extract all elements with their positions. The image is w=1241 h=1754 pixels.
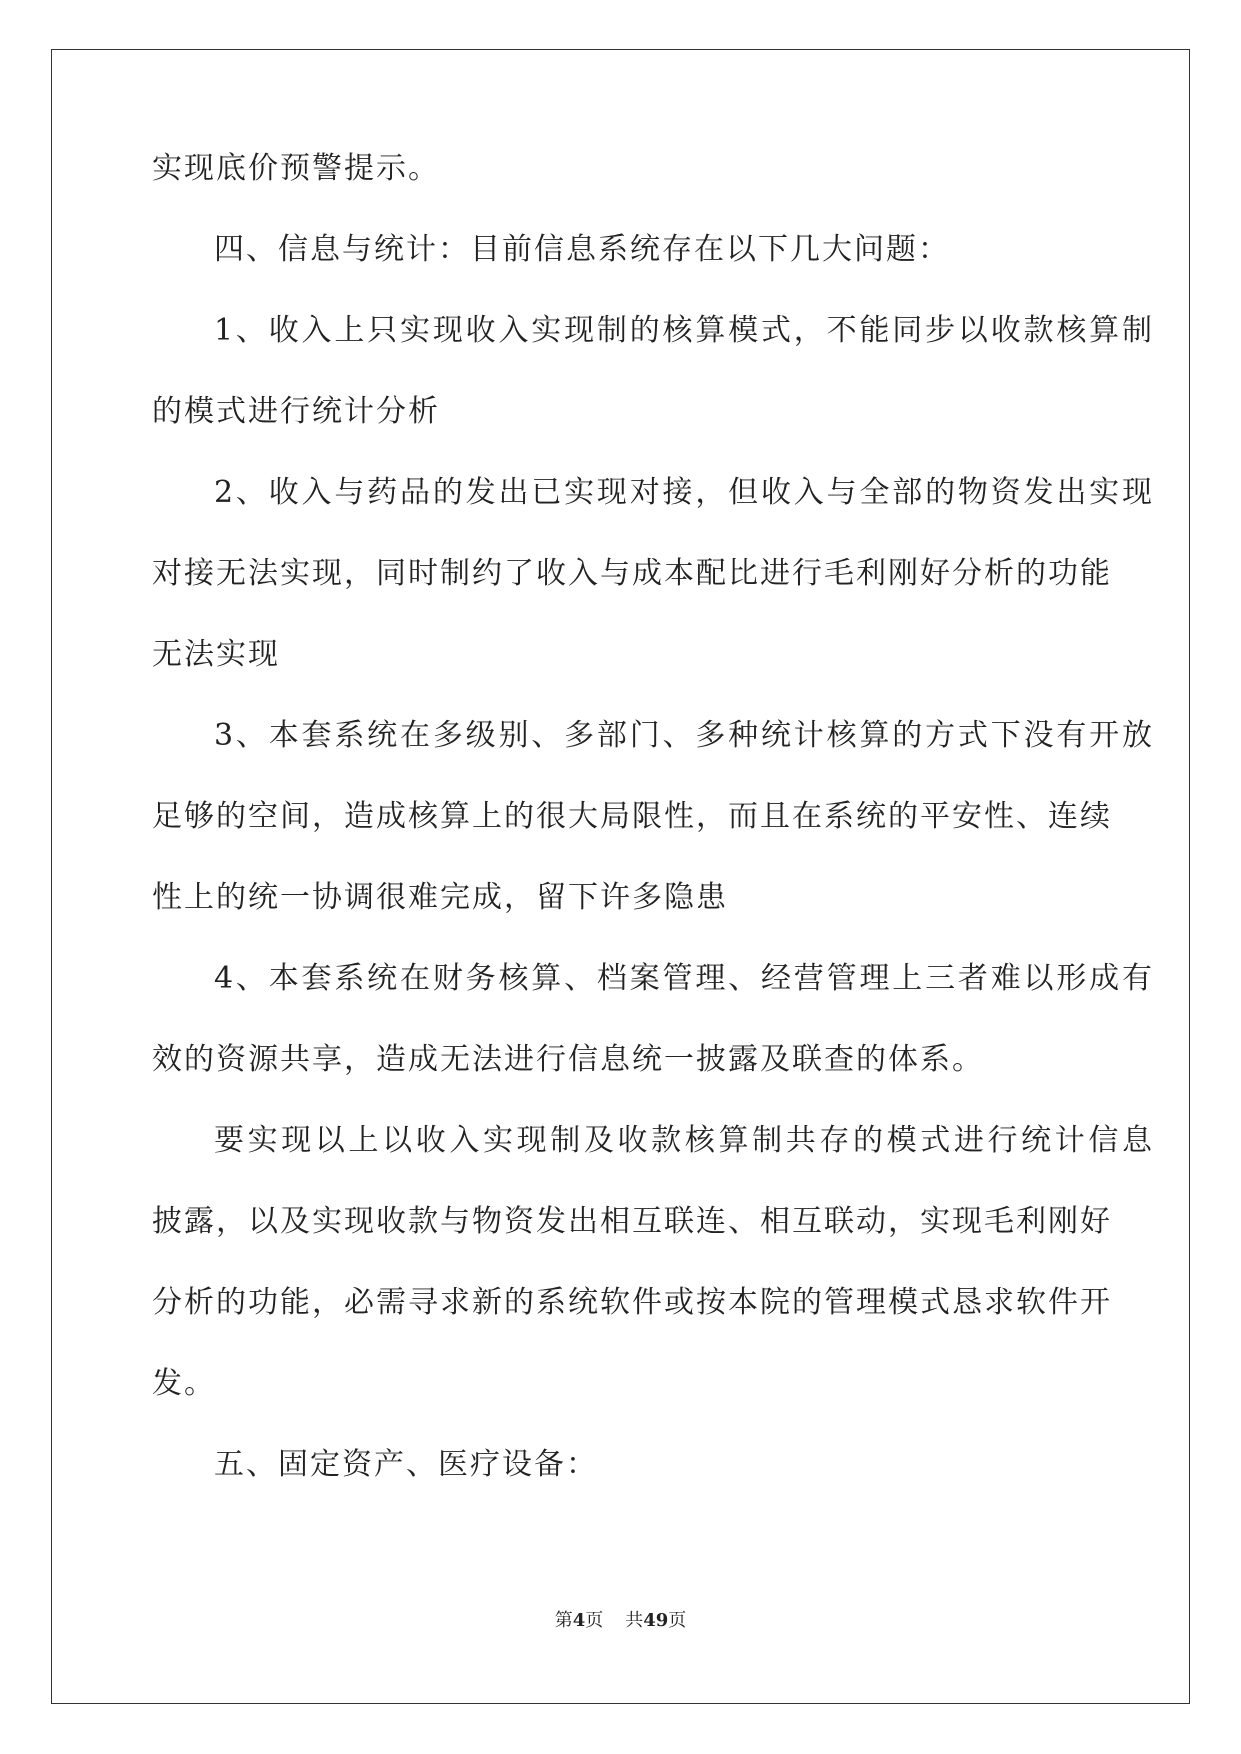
paragraph-line: 分析的功能，必需寻求新的系统软件或按本院的管理模式恳求软件开 (152, 1285, 1112, 1320)
section-heading: 五、固定资产、医疗设备： (214, 1447, 598, 1482)
paragraph-line: 的模式进行统计分析 (152, 394, 440, 429)
paragraph-line: 3、本套系统在多级别、多部门、多种统计核算的方式下没有开放 (214, 718, 1154, 753)
footer-total-prefix: 共 (625, 1610, 644, 1631)
page-number: 4 (572, 1610, 586, 1631)
paragraph-line: 4、本套系统在财务核算、档案管理、经营管理上三者难以形成有 (214, 961, 1154, 996)
paragraph-line: 效的资源共享，造成无法进行信息统一披露及联查的体系。 (152, 1042, 984, 1077)
paragraph-line: 无法实现 (152, 637, 280, 672)
paragraph-line: 对接无法实现，同时制约了收入与成本配比进行毛利刚好分析的功能 (152, 556, 1112, 591)
footer-page-suffix: 页 (585, 1610, 604, 1631)
paragraph-line: 实现底价预警提示。 (152, 151, 440, 186)
paragraph-line: 发。 (152, 1366, 216, 1401)
paragraph-line: 1、收入上只实现收入实现制的核算模式，不能同步以收款核算制 (214, 313, 1154, 348)
paragraph-line: 足够的空间，造成核算上的很大局限性，而且在系统的平安性、连续 (152, 799, 1112, 834)
paragraph-line: 2、收入与药品的发出已实现对接，但收入与全部的物资发出实现 (214, 475, 1154, 510)
page-footer (0, 1611, 1241, 1631)
document-body (152, 151, 1154, 1531)
section-heading: 四、信息与统计：目前信息系统存在以下几大问题： (214, 232, 950, 267)
paragraph-line: 要实现以上以收入实现制及收款核算制共存的模式进行统计信息 (214, 1123, 1154, 1158)
paragraph-line: 性上的统一协调很难完成，留下许多隐患 (152, 880, 728, 915)
footer-total-suffix: 页 (668, 1610, 687, 1631)
footer-prefix: 第 (554, 1610, 573, 1631)
paragraph-line: 披露，以及实现收款与物资发出相互联连、相互联动，实现毛利刚好 (152, 1204, 1112, 1239)
total-pages: 49 (643, 1610, 669, 1631)
